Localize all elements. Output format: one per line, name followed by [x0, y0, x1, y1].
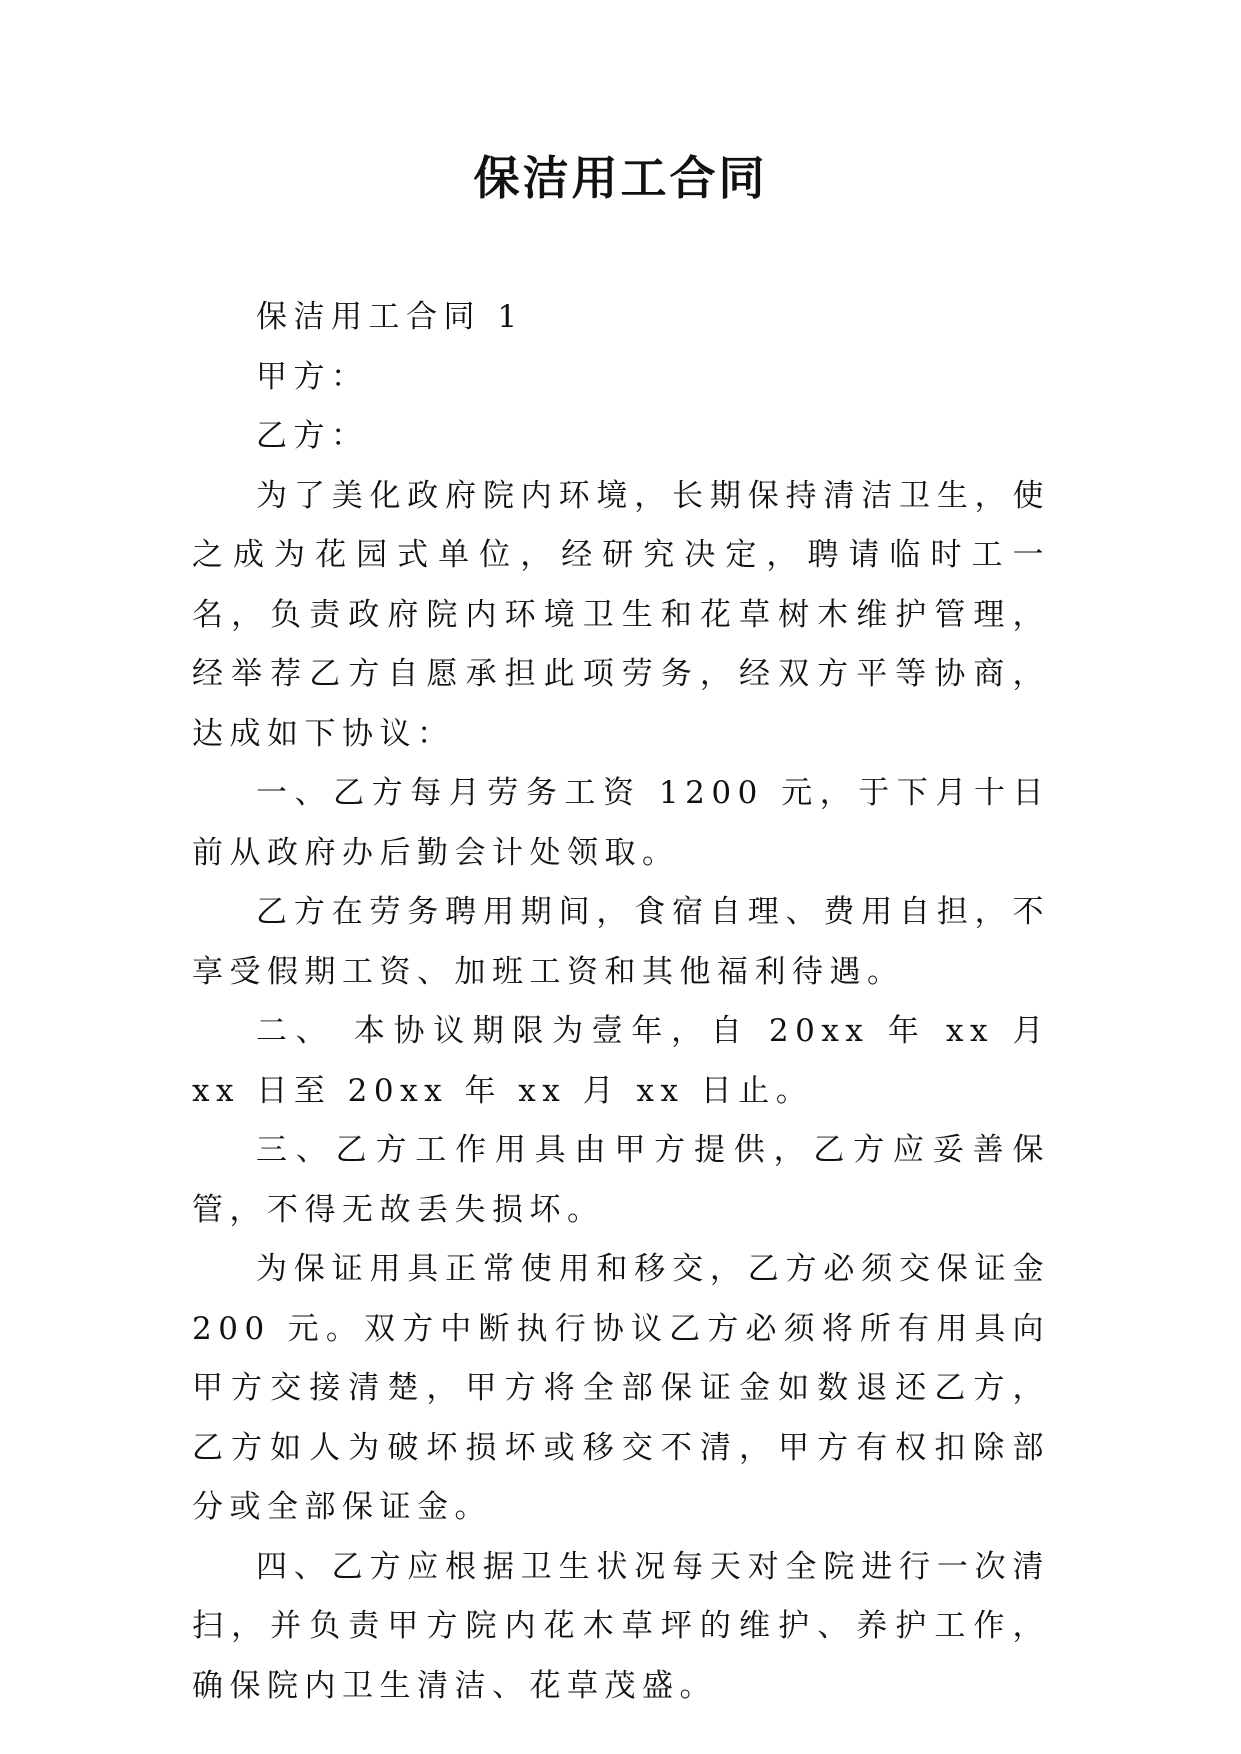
paragraph-clause-3-deposit: 为保证用具正常使用和移交，乙方必须交保证金 200 元。双方中断执行协议乙方必须将所有用具向甲方交接清楚，甲方将全部保证金如数退还乙方，乙方如人为破坏损坏或移交不清，甲方有权扣除部分或全部保证金。	[192, 1251, 1050, 1525]
paragraph-clause-1: 一、乙方每月劳务工资 1200 元，于下月十日前从政府办后勤会计处领取。	[192, 775, 1050, 871]
paragraph-preamble: 为了美化政府院内环境，长期保持清洁卫生，使之成为花园式单位，经研究决定，聘请临时工一名，负责政府院内环境卫生和花草树木维护管理，经举荐乙方自愿承担此项劳务，经双方平等协商，达成如下协议：	[192, 477, 1050, 752]
document-body	[192, 288, 1050, 1716]
paragraph-clause-3: 三、乙方工作用具由甲方提供，乙方应妥善保管，不得无故丢失损坏。	[192, 1132, 1050, 1228]
paragraph-clause-1-detail: 乙方在劳务聘用期间，食宿自理、费用自担，不享受假期工资、加班工资和其他福利待遇。	[192, 894, 1050, 990]
paragraph-party-a: 甲方：	[256, 358, 369, 395]
paragraph-subtitle: 保洁用工合同 1	[256, 299, 524, 335]
paragraph-party-b: 乙方：	[256, 418, 369, 454]
document-title: 保洁用工合同	[473, 151, 768, 205]
paragraph-clause-2: 二、 本协议期限为壹年，自 20xx 年 xx 月 xx 日至 20xx 年 xx 月 xx 日止。	[192, 1013, 1050, 1109]
paragraph-clause-4: 四、乙方应根据卫生状况每天对全院进行一次清扫，并负责甲方院内花木草坪的维护、养护工作，确保院内卫生清洁、花草茂盛。	[192, 1548, 1050, 1704]
